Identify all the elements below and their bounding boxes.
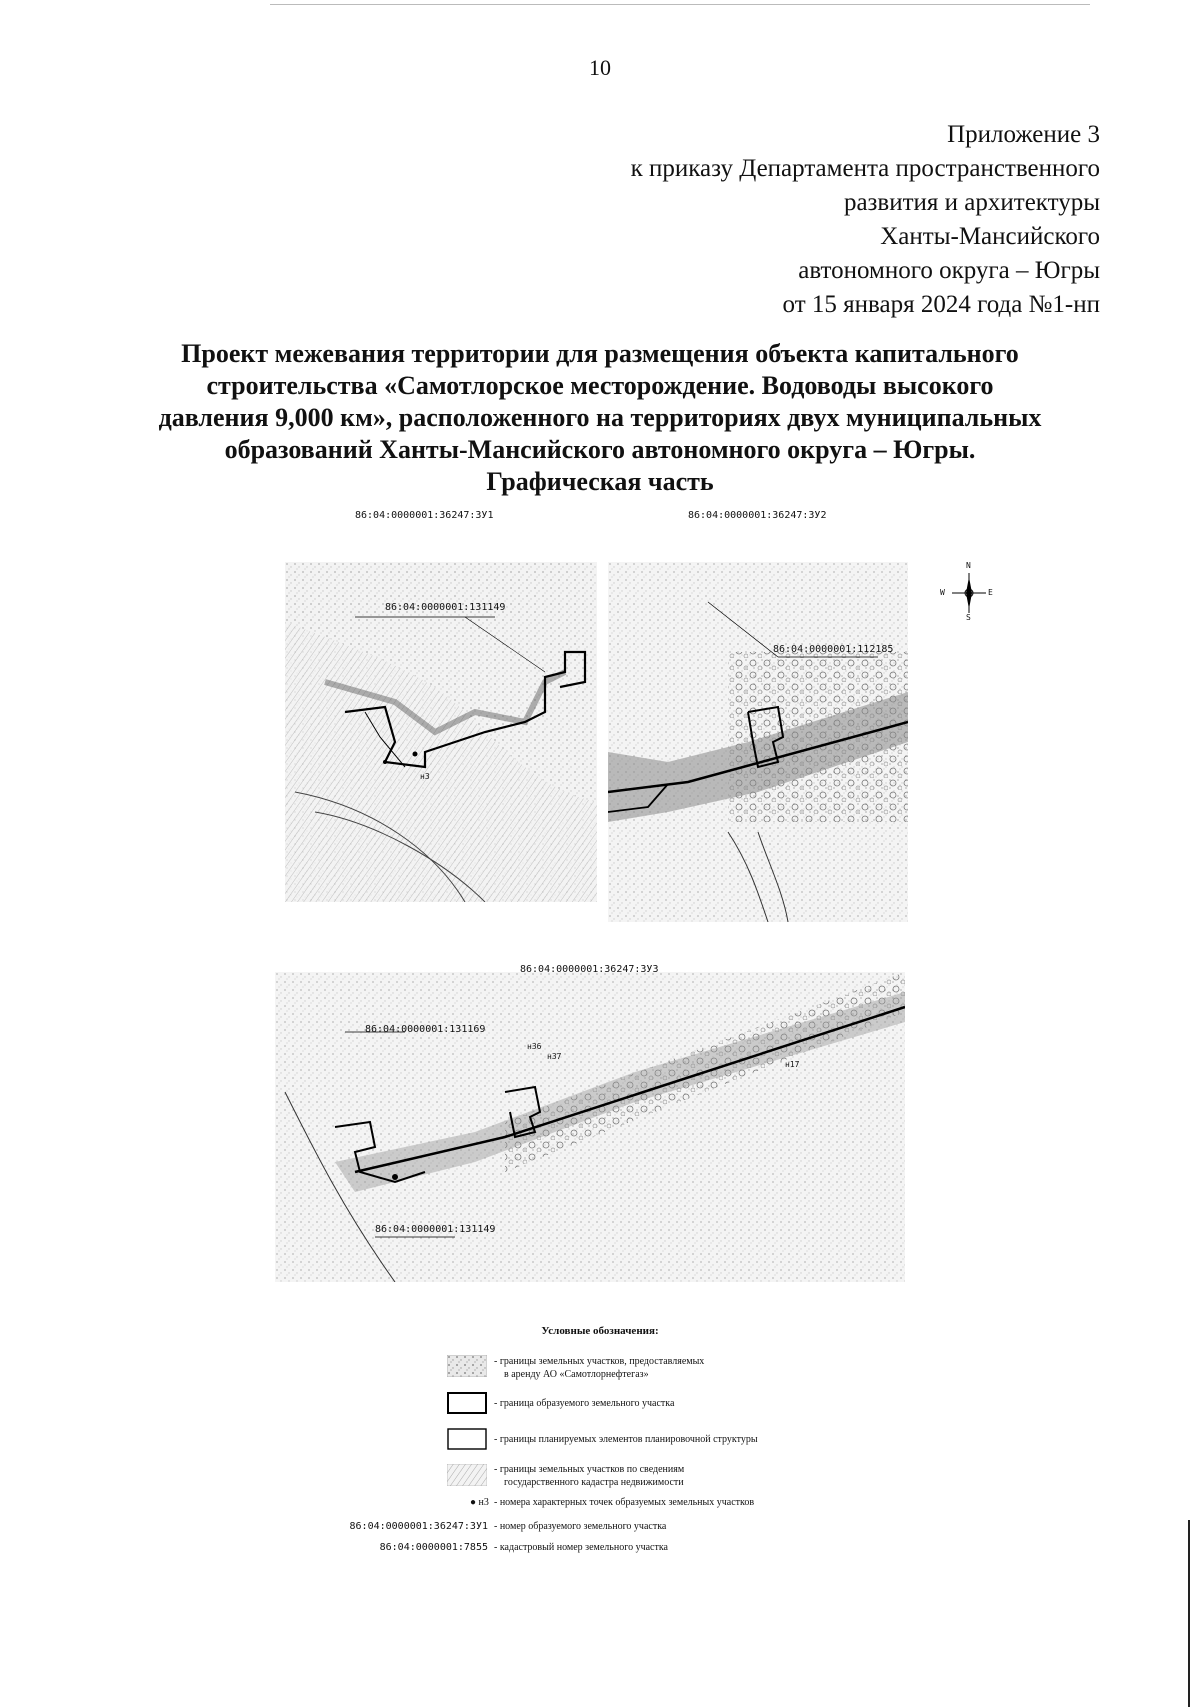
- annex-line: от 15 января 2024 года №1-нп: [782, 291, 1100, 318]
- map-caption: 86:04:0000001:36247:ЗУ3: [520, 964, 659, 975]
- compass-e: E: [988, 588, 993, 597]
- legend-point-marker: ● н3: [470, 1497, 489, 1508]
- title-line: образований Ханты-Мансийского автономного округа – Югры.: [224, 435, 976, 464]
- title-line: строительства «Самотлорское месторождение. Водоводы высокого: [206, 371, 994, 400]
- legend-code: 86:04:0000001:36247:ЗУ1: [349, 1521, 488, 1532]
- map-caption: 86:04:0000001:36247:ЗУ1: [355, 510, 494, 521]
- map-zu2: [608, 510, 908, 922]
- title-line: давления 9,000 км», расположенного на территориях двух муниципальных: [158, 403, 1042, 432]
- annex-line: к приказу Департамента пространственного: [630, 155, 1100, 182]
- legend-text: - границы планируемых элементов планировочной структуры: [494, 1434, 758, 1445]
- map-zu3-drawing: [275, 972, 905, 1282]
- annex-line: автономного округа – Югры: [798, 257, 1100, 284]
- legend-text: в аренду АО «Самотлорнефтегаз»: [504, 1369, 649, 1380]
- point-label: н3: [420, 772, 430, 781]
- legend-swatch-leased: [447, 1355, 487, 1377]
- legend-text: - кадастровый номер земельного участка: [494, 1542, 668, 1553]
- point-label: н37: [547, 1052, 562, 1061]
- title-line: Графическая часть: [486, 467, 714, 496]
- document-title: [150, 338, 1050, 498]
- compass-s: S: [966, 613, 971, 622]
- legend-text: - граница образуемого земельного участка: [494, 1398, 675, 1409]
- parcel-number: 86:04:0000001:131169: [365, 1024, 486, 1035]
- annex-line: развития и архитектуры: [843, 189, 1100, 216]
- title-line: Проект межевания территории для размещения объекта капитального: [181, 339, 1019, 368]
- scan-border-top: [270, 4, 1090, 5]
- page-number: 10: [589, 55, 611, 80]
- point-label: н17: [785, 1060, 800, 1069]
- annex-line: Ханты-Мансийского: [880, 223, 1100, 250]
- map-zu1: [285, 510, 597, 902]
- annex-block: [631, 118, 1100, 322]
- legend-text: - границы земельных участков по сведениям: [494, 1464, 685, 1475]
- annex-line: Приложение 3: [947, 121, 1100, 148]
- map-zu2-drawing: [608, 562, 908, 922]
- parcel-number: 86:04:0000001:131149: [385, 602, 506, 613]
- legend-text: - границы земельных участков, предоставляемых: [494, 1356, 705, 1367]
- compass-w: W: [940, 588, 945, 597]
- map-zu3: [275, 964, 905, 1282]
- scan-border-right: [1188, 1520, 1190, 1707]
- parcel-number: 86:04:0000001:131149: [375, 1224, 496, 1235]
- legend-title: Условные обозначения:: [541, 1325, 659, 1337]
- map-caption: 86:04:0000001:36247:ЗУ2: [688, 510, 827, 521]
- legend-swatch-cadastre: [447, 1464, 487, 1486]
- legend-code: 86:04:0000001:7855: [379, 1542, 488, 1553]
- compass-n: N: [966, 561, 971, 570]
- map-zu1-drawing: [285, 562, 597, 902]
- legend-point-label: н3: [478, 1497, 489, 1508]
- legend-text: - номер образуемого земельного участка: [494, 1521, 667, 1532]
- legend-text: - номера характерных точек образуемых земельных участков: [494, 1497, 755, 1508]
- legend-text: государственного кадастра недвижимости: [504, 1477, 684, 1488]
- legend-swatch-planning: [447, 1428, 487, 1450]
- compass-rose-icon: [942, 563, 996, 623]
- point-label: н36: [527, 1042, 542, 1051]
- legend-swatch-formed: [447, 1392, 487, 1414]
- parcel-number: 86:04:0000001:112185: [773, 644, 894, 655]
